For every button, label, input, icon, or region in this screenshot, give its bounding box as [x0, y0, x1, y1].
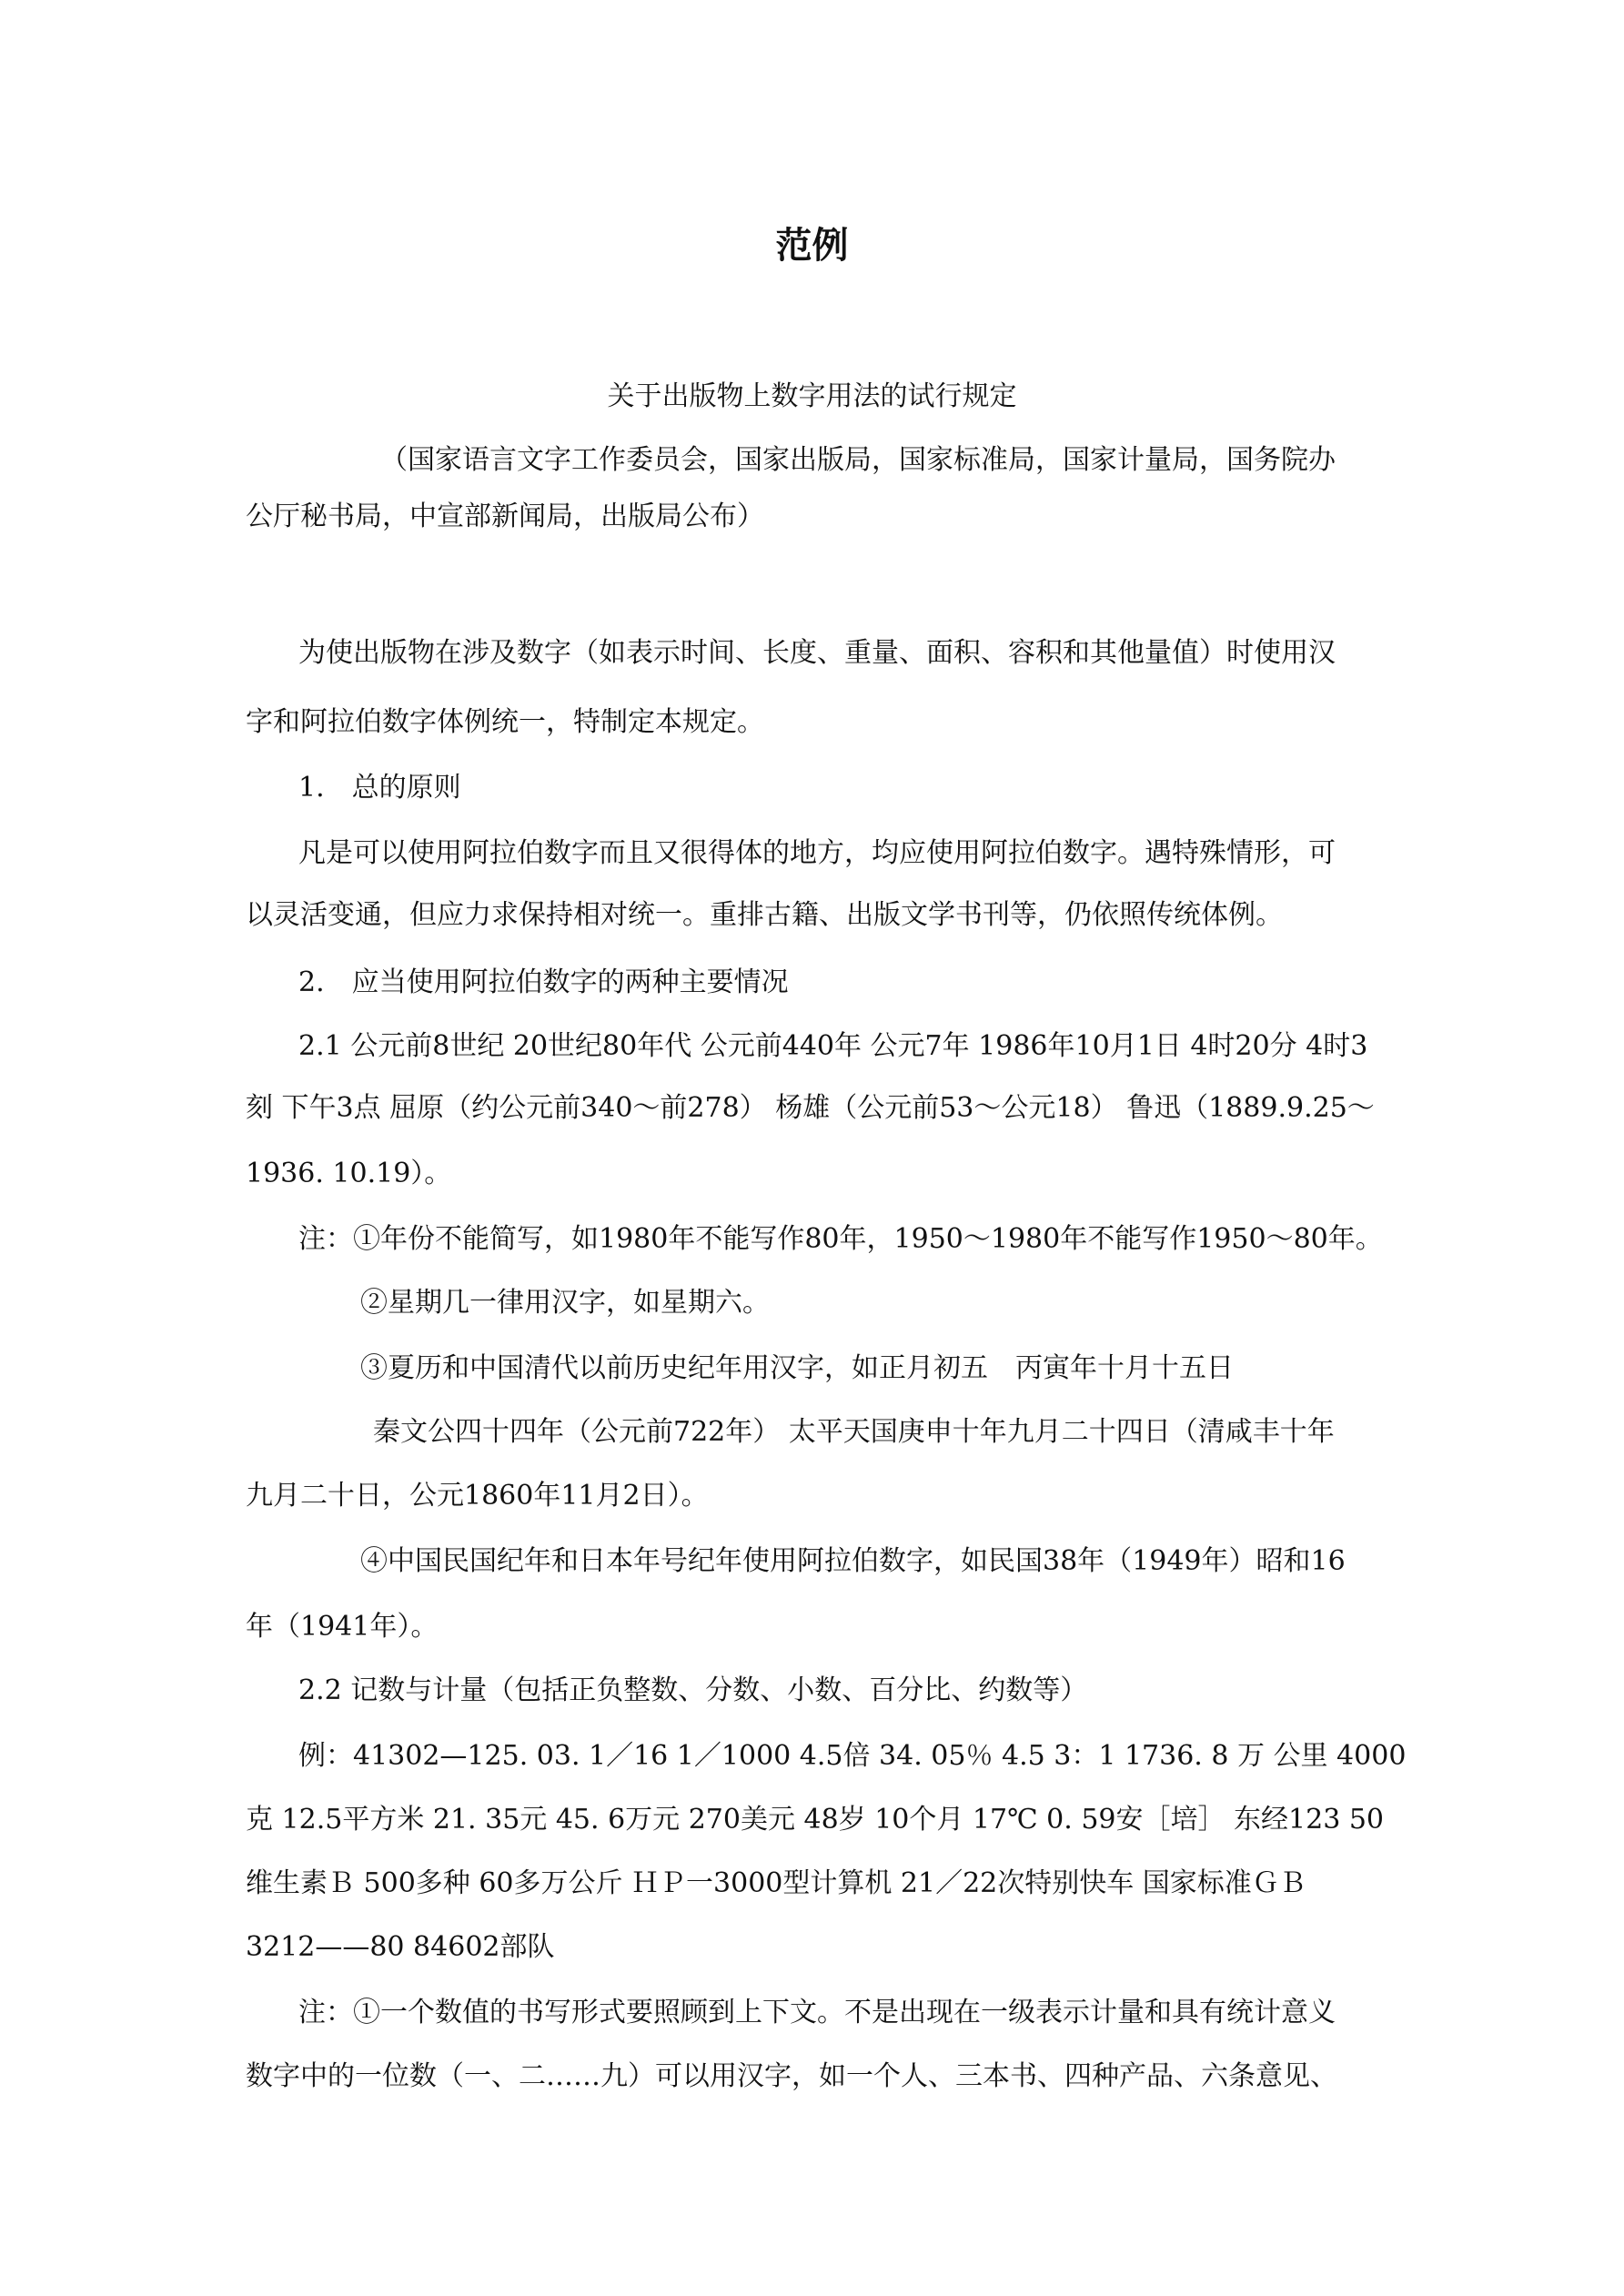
- note-line: ②星期几一律用汉字，如星期六。: [360, 1287, 770, 1319]
- note-line: 注：①一个数值的书写形式要照顾到上下文。不是出现在一级表示计量和具有统计意义: [298, 1997, 1336, 2028]
- note-line: 九月二十日，公元1860年11月2日）。: [246, 1480, 709, 1512]
- section-2-1-text: 1936. 10.19）。: [246, 1158, 452, 1189]
- issuers-line: 公厅秘书局，中宣部新闻局，出版局公布）: [246, 501, 764, 532]
- document-subtitle: 关于出版物上数字用法的试行规定: [607, 380, 1017, 412]
- note-line: 年（1941年）。: [246, 1611, 439, 1643]
- example-line: 克 12.5平方米 21. 35元 45. 6万元 270美元 48岁 10个月 17℃ 0. 59安［培］ 东经123 50: [246, 1804, 1385, 1836]
- intro-line: 为使出版物在涉及数字（如表示时间、长度、重量、面积、容积和其他量值）时使用汉: [298, 637, 1336, 669]
- note-line: 秦文公四十四年（公元前722年） 太平天国庚申十年九月二十四日（清咸丰十年: [373, 1416, 1335, 1448]
- example-line: 例：41302—125. 03. 1／16 1／1000 4.5倍 34. 05％ 4.5 3：1 1736. 8 万 公里 4000: [298, 1740, 1407, 1772]
- section-2-1-text: 2.1 公元前8世纪 20世纪80年代 公元前440年 公元7年 1986年10月1日 4时20分 4时3: [298, 1030, 1368, 1062]
- section-2-1-text: 刻 下午3点 屈原（约公元前340～前278） 杨雄（公元前53～公元18） 鲁迅（1889.9.25～: [246, 1092, 1375, 1124]
- example-line: 3212——80 84602部队: [246, 1931, 555, 1963]
- intro-line: 字和阿拉伯数字体例统一，特制定本规定。: [246, 706, 764, 738]
- page-title: 范例: [775, 225, 849, 267]
- example-line: 维生素Ｂ 500多种 60多万公斤 ＨＰ一3000型计算机 21／22次特别快车 国家标准ＧＢ: [246, 1867, 1306, 1899]
- section-2-heading: 2. 应当使用阿拉伯数字的两种主要情况: [298, 966, 789, 998]
- section-2-2-heading: 2.2 记数与计量（包括正负整数、分数、小数、百分比、约数等）: [298, 1674, 1088, 1706]
- issuers-line: （国家语言文字工作委员会，国家出版局，国家标准局，国家计量局，国务院办: [380, 444, 1336, 476]
- note-line: ④中国民国纪年和日本年号纪年使用阿拉伯数字，如民国38年（1949年）昭和16: [360, 1545, 1346, 1577]
- section-1-heading: 1. 总的原则: [298, 772, 461, 804]
- section-1-text: 凡是可以使用阿拉伯数字而且又很得体的地方，均应使用阿拉伯数字。遇特殊情形，可: [298, 837, 1336, 869]
- section-1-text: 以灵活变通，但应力求保持相对统一。重排古籍、出版文学书刊等，仍依照传统体例。: [246, 899, 1283, 931]
- note-line: 注：①年份不能简写，如1980年不能写作80年，1950～1980年不能写作1950～80年。: [298, 1223, 1383, 1255]
- note-line: 数字中的一位数（一、二……九）可以用汉字，如一个人、三本书、四种产品、六条意见、: [246, 2060, 1337, 2092]
- note-line: ③夏历和中国清代以前历史纪年用汉字，如正月初五 丙寅年十月十五日: [360, 1352, 1234, 1384]
